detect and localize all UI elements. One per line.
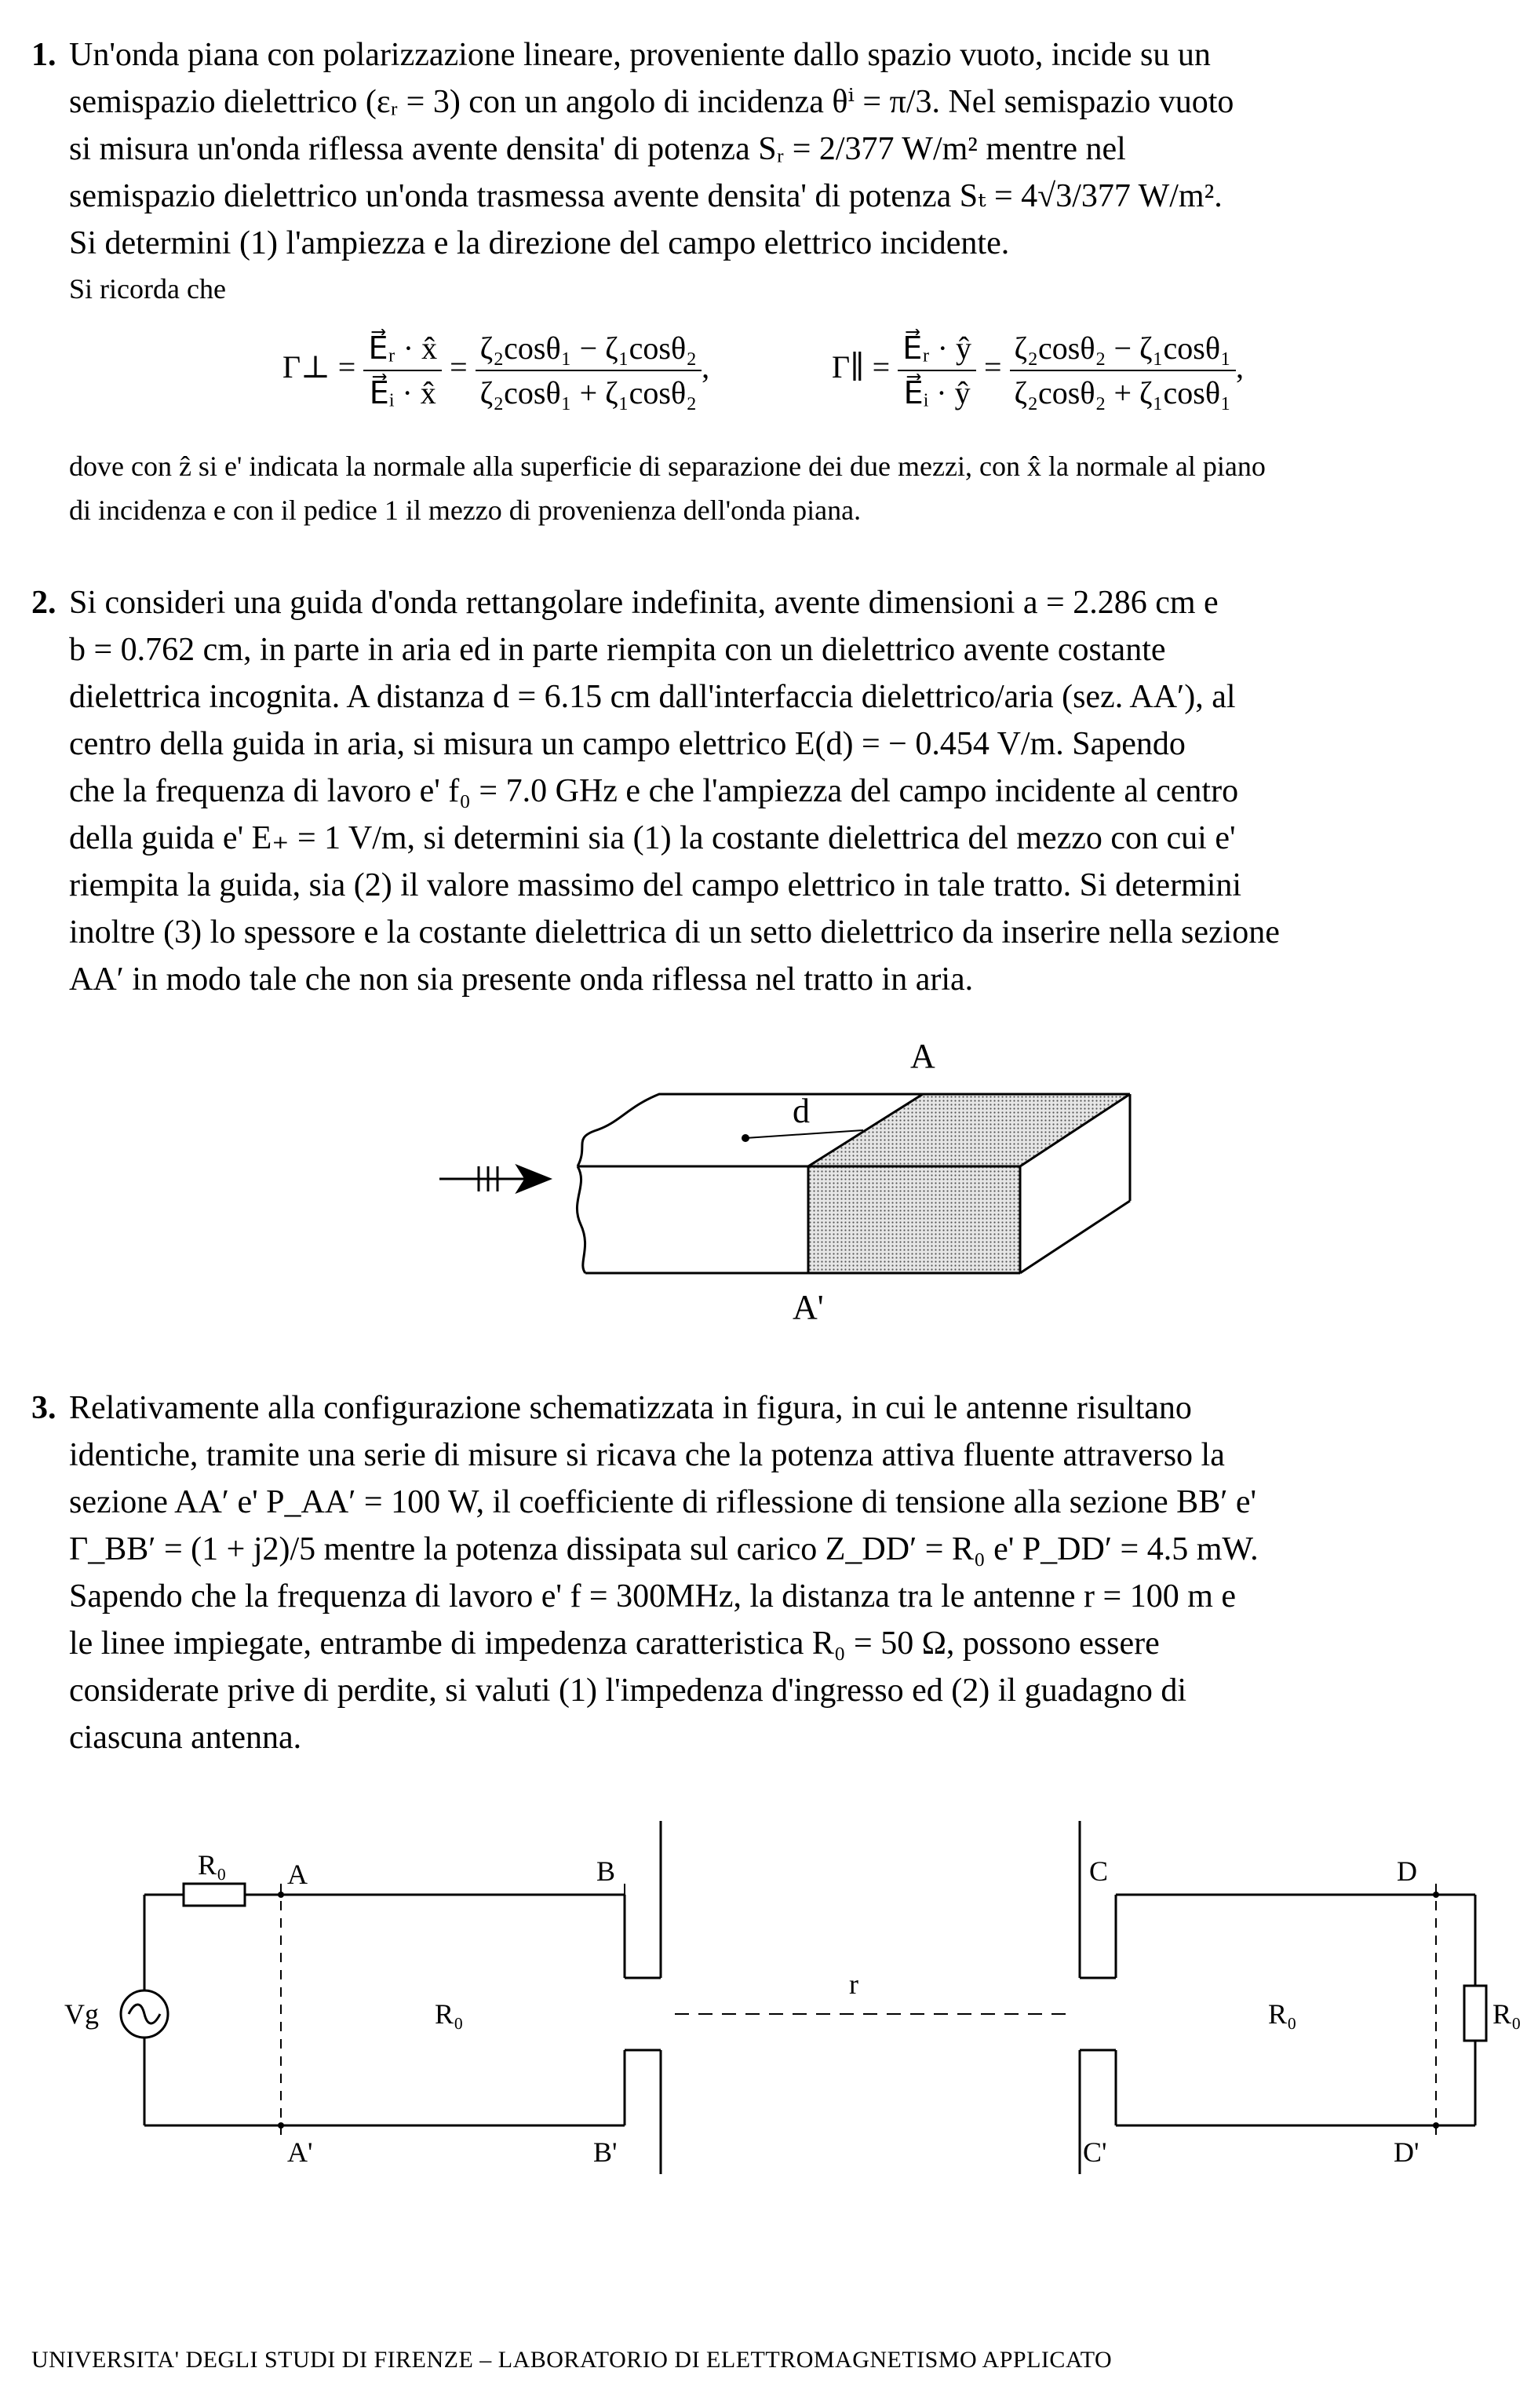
- text-line: considerate prive di perdite, si valuti (1) l'impedenza d'ingresso ed (2) il guadagno di: [69, 1673, 1187, 1709]
- source-resistor: [184, 1884, 245, 1906]
- dielectric-front: [808, 1166, 1020, 1273]
- formula-gamma-perp: Γ⊥ = $\frac{\text{E⃗ᵣ · x̂}}{\text{E⃗ᵢ · x̂}}$ = $\frac{\text{ζ₂cosθ₁ − ζ₁cosθ₂}}{\text{ζ₂cosθ₁ + ζ₁cosθ₂}}$ ,: [282, 330, 710, 410]
- label-b: B: [596, 1855, 616, 1887]
- text-line: Sapendo che la frequenza di lavoro e' f = 300MHz, la distanza tra le antenne r = 100 m e: [69, 1578, 1237, 1614]
- problem-number: 1.: [31, 37, 56, 73]
- label-r: r: [849, 1968, 858, 2000]
- problem-number: 2.: [31, 585, 56, 621]
- label-a: A: [287, 1859, 308, 1890]
- text-line: AA′ in modo tale che non sia presente onda riflessa nel tratto in aria.: [69, 961, 974, 998]
- label-d: D: [1397, 1855, 1417, 1887]
- problem-text: [69, 579, 1507, 1003]
- antenna-circuit-figure: [47, 1782, 1522, 2174]
- text-line: semispazio dielettrico (εᵣ = 3) con un angolo di incidenza θⁱ = π/3. Nel semispazio vuoto: [69, 84, 1234, 120]
- label-source-r0: R₀: [198, 1849, 227, 1881]
- text-line: si misura un'onda riflessa avente densita' di potenza Sᵣ = 2/377 W/m² mentre nel: [69, 131, 1126, 167]
- text-line: Γ_BB′ = (1 + j2)/5 mentre la potenza dissipata sul carico Z_DD′ = R₀ e' P_DD′ = 4.5 mW.: [69, 1531, 1259, 1567]
- load-resistor: [1464, 1986, 1486, 2041]
- label-c: C: [1089, 1855, 1109, 1887]
- label-d-prime: D': [1394, 2136, 1420, 2168]
- distance-d-marker: [742, 1130, 863, 1141]
- label-vg: Vg: [64, 1998, 99, 2030]
- text-line: Si consideri una guida d'onda rettangolare indefinita, avente dimensioni a = 2.286 cm e: [69, 585, 1219, 621]
- text-line: le linee impiegate, entrambe di impedenza caratteristica R₀ = 50 Ω, possono essere: [69, 1625, 1160, 1662]
- text-line: semispazio dielettrico un'onda trasmessa avente densita' di potenza Sₜ = 4√3/377 W/m².: [69, 178, 1223, 214]
- text-line: dove con ẑ si e' indicata la normale alla superficie di separazione dei due mezzi, con x̂ la normale al piano: [69, 451, 1266, 482]
- label-d: d: [793, 1092, 810, 1130]
- text-line: ciascuna antenna.: [69, 1720, 302, 1756]
- problem-text: [69, 31, 1507, 311]
- reminder-text: Si ricorda che: [69, 273, 226, 305]
- text-line: riempita la guida, sia (2) il valore massimo del campo elettrico in tale tratto. Si determini: [69, 867, 1242, 903]
- label-line1-r0: R₀: [435, 1998, 464, 2030]
- page-footer: UNIVERSITA' DEGLI STUDI DI FIRENZE – LABORATORIO DI ELETTROMAGNETISMO APPLICATO: [31, 2347, 1113, 2373]
- text-line: Si determini (1) l'ampiezza e la direzione del campo elettrico incidente.: [69, 225, 1010, 261]
- text-line: dielettrica incognita. A distanza d = 6.15 cm dall'interfaccia dielettrico/aria (sez. AA′), al: [69, 679, 1236, 715]
- label-a: A: [910, 1037, 935, 1075]
- label-a-prime: A': [287, 2136, 313, 2168]
- formula-gamma-par: Γ∥ = $\frac{\text{E⃗ᵣ · ŷ}}{\text{E⃗ᵢ · ŷ}}$ = $\frac{\text{ζ₂cosθ₂ − ζ₁cosθ₁}}{\text{ζ₂cosθ₂ + ζ₁cosθ₁}}$ ,: [832, 330, 1244, 410]
- incident-wave-arrow: [439, 1166, 549, 1191]
- label-a-prime: A': [793, 1288, 824, 1326]
- label-c-prime: C': [1083, 2136, 1107, 2168]
- text-line: Relativamente alla configurazione schematizzata in figura, in cui le antenne risultano: [69, 1390, 1192, 1426]
- text-line: identiche, tramite una serie di misure si ricava che la potenza attiva fluente attraverso la: [69, 1437, 1225, 1473]
- label-load-r0: R₀: [1492, 1998, 1522, 2030]
- text-line: della guida e' E₊ = 1 V/m, si determini sia (1) la costante dielettrica del mezzo con cui e': [69, 820, 1236, 856]
- text-line: Un'onda piana con polarizzazione lineare, proveniente dallo spazio vuoto, incide su un: [69, 37, 1211, 73]
- text-line: b = 0.762 cm, in parte in aria ed in parte riempita con un dielettrico avente costante: [69, 632, 1166, 668]
- text-line: inoltre (3) lo spessore e la costante dielettrica di un setto dielettrico da inserire nella sezione: [69, 914, 1280, 950]
- text-line: che la frequenza di lavoro e' f₀ = 7.0 GHz e che l'ampiezza del campo incidente al centro: [69, 773, 1239, 809]
- label-b-prime: B': [593, 2136, 618, 2168]
- text-line: centro della guida in aria, si misura un campo elettrico E(d) = − 0.454 V/m. Sapendo: [69, 726, 1186, 762]
- text-line: sezione AA′ e' P_AA′ = 100 W, il coefficiente di riflessione di tensione alla sezione BB′ e': [69, 1484, 1257, 1520]
- problem-number: 3.: [31, 1390, 56, 1426]
- problem-text: [69, 1385, 1507, 1761]
- text-line: di incidenza e con il pedice 1 il mezzo di provenienza dell'onda piana.: [69, 494, 862, 526]
- waveguide-figure: [424, 1028, 1177, 1326]
- label-line2-r0: R₀: [1268, 1998, 1297, 2030]
